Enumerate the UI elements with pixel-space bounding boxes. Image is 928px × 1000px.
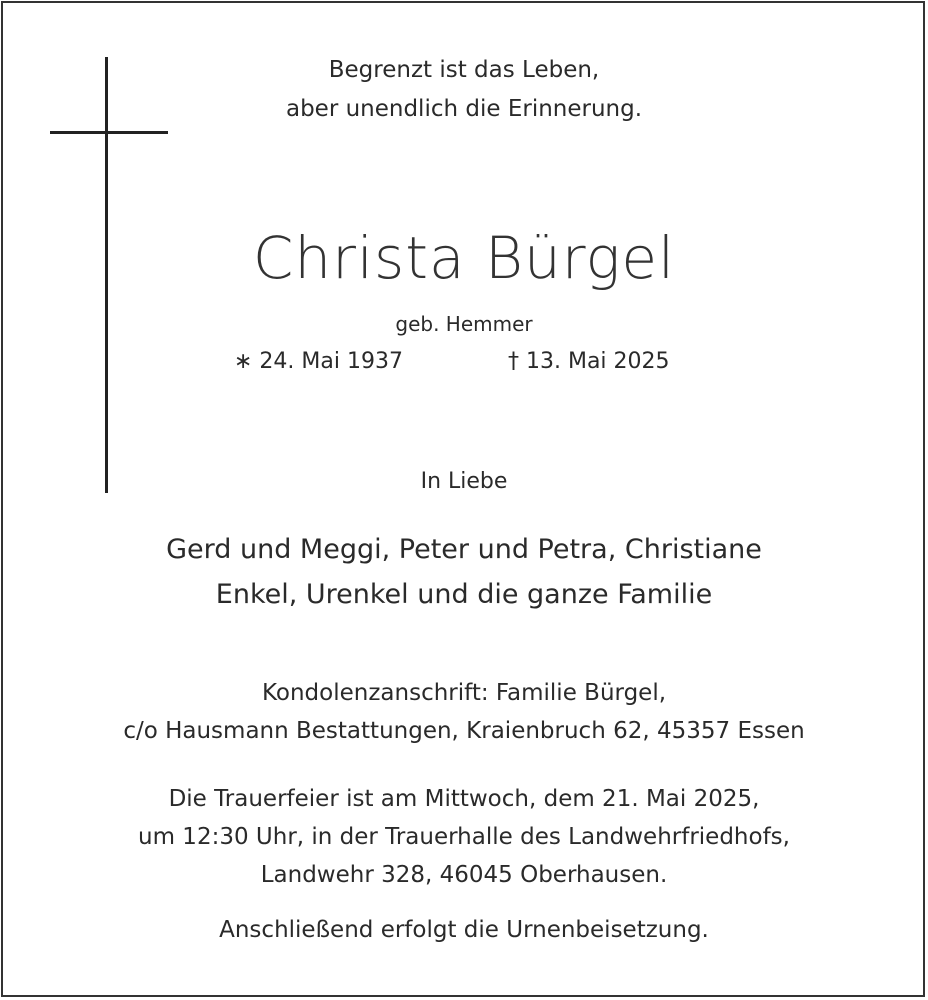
condolence-line-1: Kondolenzanschrift: Familie Bürgel, bbox=[261, 680, 667, 706]
cross-horizontal-bar bbox=[50, 131, 168, 134]
in-love-label: In Liebe bbox=[420, 469, 508, 494]
motto-line-1: Begrenzt ist das Leben, bbox=[328, 57, 600, 83]
birth-date: ∗ 24. Mai 1937 bbox=[234, 349, 403, 374]
burial-note: Anschließend erfolgt die Urnenbeisetzung. bbox=[219, 917, 709, 943]
motto-line-2: aber unendlich die Erinnerung. bbox=[285, 96, 643, 122]
family-line-2: Enkel, Urenkel und die ganze Familie bbox=[215, 579, 713, 610]
funeral-line-1: Die Trauerfeier ist am Mittwoch, dem 21. Mai 2025, bbox=[168, 786, 760, 812]
family-line-1: Gerd und Meggi, Peter und Petra, Christiane bbox=[166, 534, 762, 565]
death-date: † 13. Mai 2025 bbox=[508, 349, 670, 374]
deceased-name: Christa Bürgel bbox=[252, 224, 676, 292]
funeral-line-3: Landwehr 328, 46045 Oberhausen. bbox=[260, 862, 668, 888]
maiden-name: geb. Hemmer bbox=[395, 312, 533, 336]
condolence-line-2: c/o Hausmann Bestattungen, Kraienbruch 62, 45357 Essen bbox=[123, 718, 805, 744]
funeral-line-2: um 12:30 Uhr, in der Trauerhalle des Landwehrfriedhofs, bbox=[138, 824, 790, 850]
